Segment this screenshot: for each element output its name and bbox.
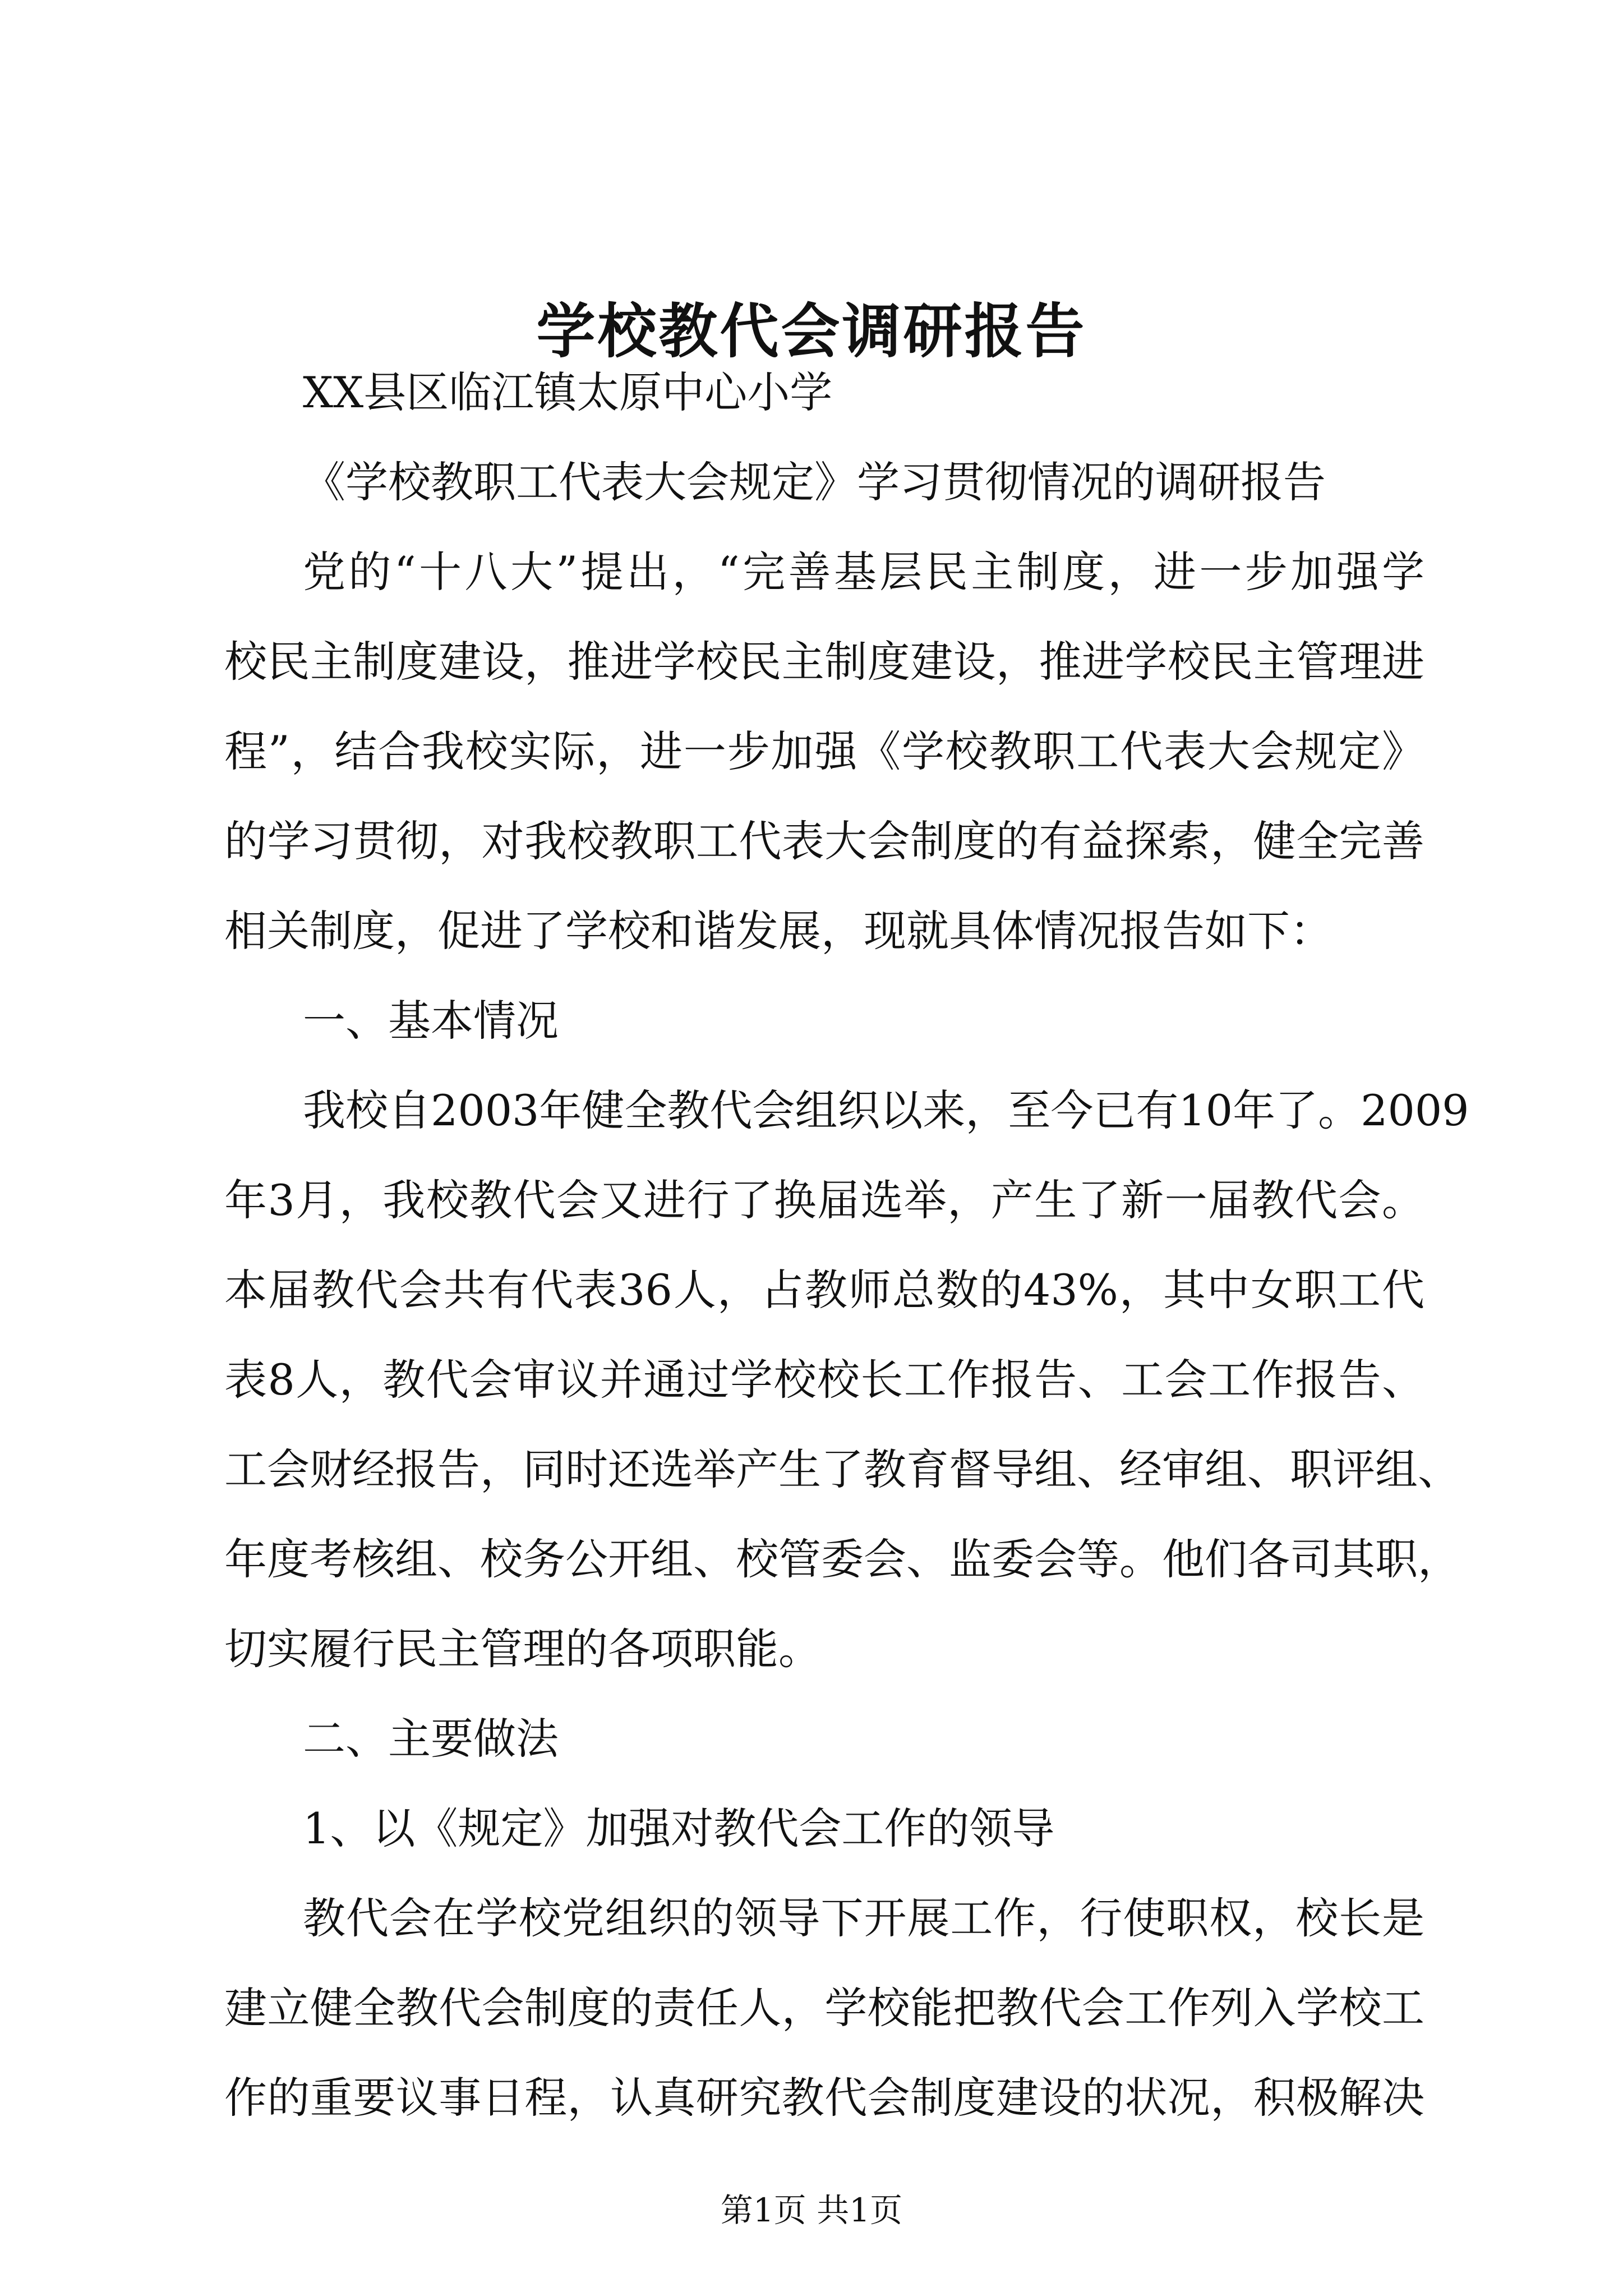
paragraph-line: 教代会在学校党组织的领导下开展工作，行使职权，校长是 — [303, 1893, 1424, 1943]
paragraph-line: 表8人，教代会审议并通过学校校长工作报告、工会工作报告、 — [224, 1355, 1424, 1405]
paragraph-line: 年3月，我校教代会又进行了换届选举，产生了新一届教代会。 — [224, 1175, 1424, 1225]
paragraph-line: 年度考核组、校务公开组、校管委会、监委会等。他们各司其职， — [224, 1534, 1460, 1584]
section-heading: 二、主要做法 — [303, 1714, 559, 1764]
paragraph-line: 本届教代会共有代表36人，占教师总数的43%，其中女职工代 — [224, 1265, 1424, 1315]
paragraph-line: 的学习贯彻，对我校教职工代表大会制度的有益探索，健全完善 — [224, 816, 1424, 866]
paragraph-line: 我校自2003年健全教代会组织以来，至今已有10年了。2009 — [303, 1085, 1469, 1135]
paragraph-line: 校民主制度建设，推进学校民主制度建设，推进学校民主管理进 — [224, 637, 1424, 687]
paragraph-line: 党的“十八大”提出，“完善基层民主制度，进一步加强学 — [303, 547, 1424, 597]
section-heading: 一、基本情况 — [303, 996, 559, 1046]
subsection-heading: 1、以《规定》加强对教代会工作的领导 — [303, 1803, 1055, 1853]
school-name-line: XX县区临江镇太原中心小学 — [303, 367, 833, 417]
paragraph-line: 切实履行民主管理的各项职能。 — [224, 1624, 821, 1674]
document-title: 学校教代会调研报告 — [536, 296, 1087, 366]
paragraph-line: 作的重要议事日程，认真研究教代会制度建设的状况，积极解决 — [224, 2073, 1424, 2123]
paragraph-line: 建立健全教代会制度的责任人，学校能把教代会工作列入学校工 — [224, 1983, 1424, 2033]
report-subtitle-line: 《学校教职工代表大会规定》学习贯彻情况的调研报告 — [303, 457, 1326, 507]
paragraph-line: 相关制度，促进了学校和谐发展，现就具体情况报告如下： — [224, 906, 1332, 956]
page-footer: 第1页 共1页 — [720, 2191, 903, 2229]
paragraph-line: 工会财经报告，同时还选举产生了教育督导组、经审组、职评组、 — [224, 1444, 1460, 1494]
paragraph-line: 程”，结合我校实际，进一步加强《学校教职工代表大会规定》 — [224, 726, 1424, 776]
